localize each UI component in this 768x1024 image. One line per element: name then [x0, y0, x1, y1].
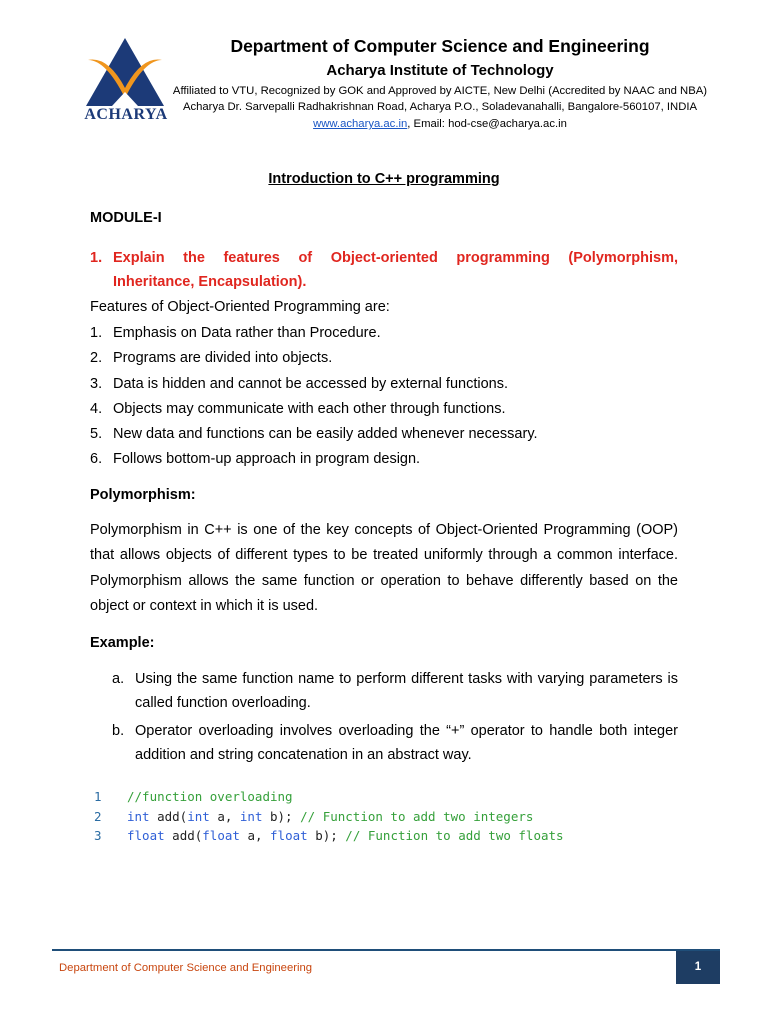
email-text: , Email: hod-cse@acharya.ac.in — [407, 118, 567, 130]
contact-line — [170, 118, 710, 130]
website-link[interactable]: www.acharya.ac.in — [313, 118, 408, 130]
footer-department: Department of Computer Science and Engineering — [59, 962, 313, 974]
logo-text: ACHARYA — [84, 106, 168, 123]
address-text: Acharya Dr. Sarvepalli Radhakrishnan Road, Acharya P.O., Soladevanahalli, Bangalore-560107, INDIA — [182, 101, 698, 113]
list-item — [90, 426, 538, 442]
code-text: a, — [209, 808, 240, 824]
code-text: b); — [307, 828, 338, 843]
list-text: New data and functions can be easily added whenever necessary. — [113, 426, 538, 442]
code-comment: // Function to add two integers — [292, 808, 534, 824]
example-item-a — [112, 667, 678, 715]
list-item — [90, 325, 381, 341]
list-item — [90, 350, 332, 366]
line-number: 3 — [94, 828, 102, 843]
example-text: Using the same function name to perform different tasks with varying parameters is called function overloading. — [135, 671, 678, 711]
code-comment: // Function to add two floats — [337, 828, 564, 843]
list-number: 5. — [90, 426, 103, 442]
example-label: a. — [112, 671, 125, 687]
list-text: Emphasis on Data rather than Procedure. — [113, 325, 381, 341]
code-keyword: int — [187, 808, 210, 824]
example-label: b. — [112, 723, 125, 739]
question-line-2: Inheritance, Encapsulation). — [113, 274, 307, 290]
line-number: 2 — [94, 808, 102, 824]
code-text: a, — [239, 828, 271, 843]
page-number: 1 — [676, 951, 720, 984]
code-comment: //function overloading — [127, 789, 293, 804]
example-heading: Example: — [90, 635, 155, 651]
institute-name: Acharya Institute of Technology — [326, 62, 554, 79]
code-keyword: float — [202, 828, 240, 843]
example-text: Operator overloading involves overloading the “+” operator to handle both integer addition and string concatenation in an abstract way. — [135, 723, 678, 763]
code-snippet — [94, 787, 564, 846]
list-number: 4. — [90, 401, 103, 417]
polymorphism-paragraph: Polymorphism in C++ is one of the key concepts of Object-Oriented Programming (OOP) that allows objects of different types to be treated uniformly through a common interface. Polymorphism allows the same function or operation to behave differently based on the object or context in which it is used. — [90, 522, 678, 614]
list-text: Follows bottom-up approach in program design. — [113, 451, 421, 467]
list-text: Data is hidden and cannot be accessed by external functions. — [113, 376, 508, 392]
code-keyword: int — [239, 808, 263, 824]
code-text: b); — [262, 808, 293, 824]
example-item-b — [112, 719, 678, 767]
code-line — [94, 787, 564, 807]
code-keyword: float — [127, 828, 165, 843]
features-intro: Features of Object-Oriented Programming are: — [90, 299, 390, 315]
list-number: 3. — [90, 376, 103, 392]
polymorphism-heading: Polymorphism: — [90, 487, 196, 503]
code-line — [94, 826, 564, 846]
list-number: 1. — [90, 325, 103, 341]
list-number: 6. — [90, 451, 103, 467]
footer-divider — [52, 949, 720, 951]
list-item — [90, 401, 506, 417]
line-number: 1 — [94, 789, 102, 804]
document-title: Introduction to C++ programming — [268, 171, 500, 187]
module-heading: MODULE-I — [90, 210, 162, 226]
list-text: Objects may communicate with each other through functions. — [113, 401, 506, 417]
code-text: add( — [149, 808, 188, 824]
affiliation-text: Affiliated to VTU, Recognized by GOK and Approved by AICTE, New Delhi (Accredited by NAAC and NBA) — [172, 85, 708, 97]
question-1 — [90, 246, 678, 294]
list-text: Programs are divided into objects. — [113, 350, 333, 366]
list-item — [90, 451, 420, 467]
code-keyword: int — [127, 808, 150, 824]
list-item — [90, 376, 508, 392]
code-keyword: float — [270, 828, 308, 843]
question-number: 1. — [90, 250, 103, 266]
department-heading: Department of Computer Science and Engineering — [230, 36, 650, 56]
question-line-1: Explain the features of Object-oriented programming (Polymorphism, — [113, 250, 678, 266]
list-number: 2. — [90, 350, 103, 366]
code-line — [94, 807, 564, 827]
code-text: add( — [164, 828, 203, 843]
